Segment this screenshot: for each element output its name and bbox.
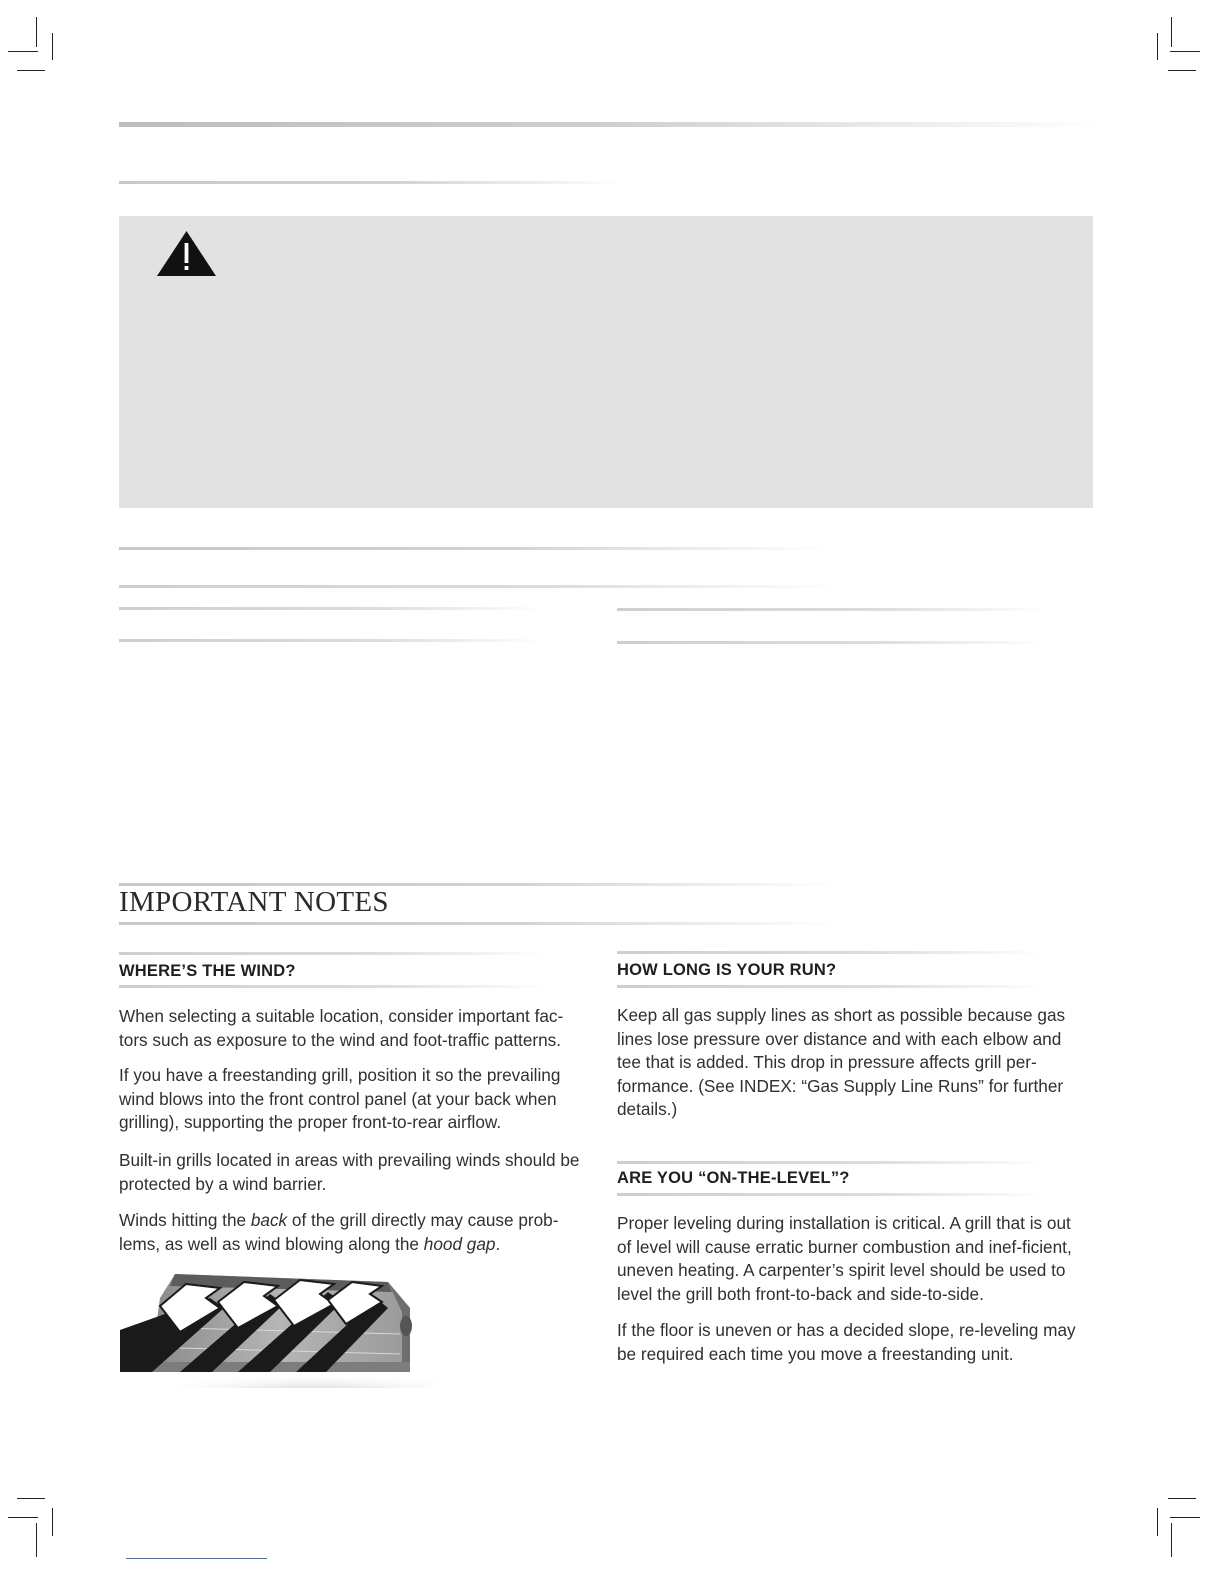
divider-rule [617,641,1045,644]
crop-mark [36,17,37,47]
wind-p4-text: of the grill directly may cause prob-lems, as well as wind blowing along the [119,1210,559,1254]
crop-mark [1157,33,1158,60]
wind-p4-text: . [495,1233,501,1254]
run-paragraph-1: Keep all gas supply lines as short as possible because gas lines lose pressure over distance and with each elbow and tee that is added. This drop in pressure affects grill per-formance. (See INDEX: “Gas Supply Line Runs” for further details.) [617,1005,1066,1119]
divider-rule [119,585,839,588]
wind-paragraph-1: When selecting a suitable location, consider important fac-tors such as exposure to the wind and foot-traffic patterns. [119,1006,564,1050]
crop-mark [52,1508,53,1536]
subhead-rule [119,985,547,988]
wind-p4-emphasis: back [250,1210,288,1230]
wind-p4-emphasis: hood gap [423,1233,496,1254]
subhead-rule [617,951,1045,954]
warning-triangle-icon [155,229,218,278]
crop-mark [52,33,53,60]
crop-mark [1168,1498,1196,1499]
level-paragraph-2: If the floor is uneven or has a decided slope, re-leveling may be required each time you move a freestanding unit. [617,1320,1076,1364]
crop-mark [17,1498,45,1499]
crop-mark [1168,70,1196,71]
crop-mark [17,70,45,71]
wind-heading: WHERE’S THE WIND? [119,962,296,980]
header-rule [119,122,1099,127]
divider-rule [119,181,624,184]
wind-paragraph-2: If you have a freestanding grill, position it so the prevailing wind blows into the front control panel (at your back when grilling), supporting the proper front-to-rear airflow. [119,1065,561,1132]
subhead-rule [617,1161,1045,1164]
divider-rule [119,547,831,550]
divider-rule [119,607,547,610]
subhead-rule [119,952,547,955]
level-heading: ARE YOU “ON-THE-LEVEL”? [617,1169,850,1187]
wind-p4-text: Winds hitting the [119,1210,251,1230]
divider-rule [119,639,547,642]
crop-mark [1170,51,1200,52]
warning-box [119,216,1093,508]
wind-paragraph-3: Built-in grills located in areas with prevailing winds should be protected by a wind barrier. [119,1150,580,1194]
subhead-rule [617,985,1045,988]
crop-mark [1170,1517,1200,1518]
subhead-rule [617,1193,1045,1196]
crop-mark [1157,1508,1158,1536]
divider-rule [617,608,1045,611]
crop-mark [8,1517,38,1518]
section-title: IMPORTANT NOTES [119,886,389,918]
section-rule-bottom [119,922,839,925]
footer-link-underline [126,1558,267,1559]
level-paragraph-1: Proper leveling during installation is critical. A grill that is out of level will cause erratic burner combustion and inef-ficient, uneven heating. A carpenter’s spirit level should be used to level the grill both front-to-back and side-to-side. [617,1213,1072,1304]
run-heading: HOW LONG IS YOUR RUN? [617,961,837,979]
crop-mark [1171,17,1172,47]
grill-wind-illustration [120,1268,442,1388]
crop-mark [1171,1523,1172,1557]
crop-mark [36,1523,37,1557]
crop-mark [8,51,38,52]
wind-paragraph-4 [119,1209,591,1256]
